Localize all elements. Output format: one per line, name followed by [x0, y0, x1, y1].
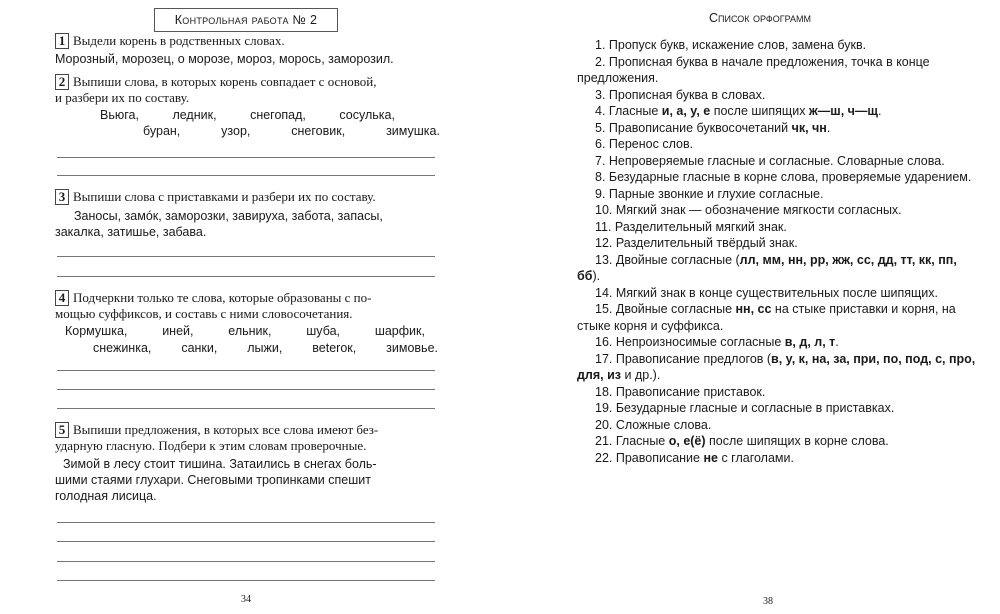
task-3 [55, 189, 440, 240]
word: зимушка. [386, 124, 440, 138]
orthogram-item: 20. Сложные слова. [595, 417, 712, 432]
word: сосулька, [339, 108, 395, 122]
orthogram-item: 9. Парные звонкие и глухие согласные. [595, 186, 824, 201]
orthogram-item: 11. Разделительный мягкий знак. [595, 219, 787, 234]
orthogram-item: 2. Прописная буква в начале предложения, точка в конце предложения. [577, 54, 930, 85]
word: снегопад, [250, 108, 306, 122]
task-words: Заносы, замóк, заморозки, завируха, забота, запасы, [74, 209, 383, 223]
orthogram-item: 6. Перенос слов. [595, 137, 694, 151]
right-page [520, 0, 1000, 614]
left-page [0, 0, 480, 614]
task-instruction-cont: мощью суффиксов, и составь с ними словосочетания. [55, 306, 353, 321]
orthogram-item: 8. Безударные гласные в корне слова, проверяемые ударением. [595, 170, 972, 184]
answer-line[interactable] [57, 522, 435, 523]
word: лыжи, [247, 341, 283, 355]
word: санки, [181, 341, 218, 355]
task-number: 2 [55, 74, 69, 90]
orthogram-item: 3. Прописная буква в словах. [595, 87, 766, 102]
task-text: голодная лисица. [55, 489, 157, 503]
page-number: 38 [763, 596, 773, 607]
word: снеговик, [291, 124, 346, 138]
word: Вьюга, [100, 108, 139, 122]
answer-line[interactable] [57, 256, 435, 257]
word: узор, [221, 124, 251, 138]
answer-line[interactable] [57, 541, 435, 542]
orthogram-item: 7. Непроверяемые гласные и согласные. Словарные слова. [595, 153, 945, 168]
word: зимовье. [386, 341, 438, 355]
page-title: Контрольная работа № 2 [154, 8, 338, 32]
task-instruction-cont: ударную гласную. Подбери к этим словам проверочные. [55, 438, 367, 453]
task-text: Зимой в лесу стоит тишина. Затаились в снегах боль- [63, 457, 377, 471]
word: иней, [162, 324, 194, 338]
page-number: 34 [241, 594, 251, 605]
orthogram-item: 10. Мягкий знак — обозначение мягкости согласных. [595, 203, 902, 217]
task-words: Морозный, морозец, о морозе, мороз, морось, заморозил. [55, 52, 394, 66]
orthogram-item: 13. Двойные согласные (лл, мм, нн, рр, жж, сс, дд, тт, кк, пп, бб). [577, 252, 957, 283]
task-instruction: Подчеркни только те слова, которые образованы с по- [73, 290, 372, 305]
word-row [143, 123, 440, 139]
task-instruction: Выдели корень в родственных словах. [73, 33, 285, 48]
orthogram-item: 16. Непроизносимые согласные в, д, л, т. [595, 335, 839, 349]
task-1 [55, 33, 440, 67]
task-number: 1 [55, 33, 69, 49]
task-instruction-cont: и разбери их по составу. [55, 90, 190, 105]
task-2 [55, 74, 440, 139]
answer-line[interactable] [57, 408, 435, 409]
word-row [65, 323, 425, 339]
orthogram-item: 21. Гласные о, е(ё) после шипящих в корне слова. [595, 434, 889, 448]
orthogram-item: 1. Пропуск букв, искажение слов, замена букв. [595, 38, 867, 52]
word-row [93, 340, 438, 356]
word: веterок, [312, 341, 357, 355]
answer-line[interactable] [57, 370, 435, 371]
task-number: 4 [55, 290, 69, 306]
word: буран, [143, 124, 181, 138]
answer-line[interactable] [57, 157, 435, 158]
task-instruction: Выпиши слова, в которых корень совпадает с основой, [73, 74, 377, 89]
answer-line[interactable] [57, 276, 435, 277]
task-number: 3 [55, 189, 69, 205]
task-words: закалка, затишье, забава. [55, 225, 207, 239]
answer-line[interactable] [57, 561, 435, 562]
orthogram-list [577, 37, 977, 466]
answer-line[interactable] [57, 580, 435, 581]
orthogram-item: 15. Двойные согласные нн, сс на стыке приставки и корня, на стыке корня и суффикса. [577, 302, 956, 333]
orthogram-item: 4. Гласные и, а, у, е после шипящих ж—ш, ч—щ. [595, 104, 882, 118]
orthogram-item: 18. Правописание приставок. [595, 384, 766, 399]
orthogram-item: 22. Правописание не с глаголами. [595, 450, 794, 465]
orthogram-item: 17. Правописание предлогов (в, у, к, на, за, при, по, под, с, про, для, из и др.). [577, 351, 976, 382]
task-instruction: Выпиши предложения, в которых все слова имеют без- [73, 422, 379, 437]
task-4 [55, 290, 440, 356]
task-number: 5 [55, 422, 69, 438]
word: шарфик, [374, 324, 425, 338]
word: ельник, [228, 324, 272, 338]
answer-line[interactable] [57, 175, 435, 176]
word: ледник, [172, 108, 217, 122]
task-instruction: Выпиши слова с приставками и разбери их по составу. [73, 189, 376, 204]
word-row [100, 107, 395, 123]
word: Кормушка, [65, 324, 128, 338]
orthogram-item: 5. Правописание буквосочетаний чк, чн. [595, 120, 831, 135]
orthogram-item: 12. Разделительный твёрдый знак. [595, 236, 798, 250]
list-title: Список орфограмм [709, 11, 811, 25]
answer-line[interactable] [57, 389, 435, 390]
word: шуба, [306, 324, 340, 338]
word: снежинка, [93, 341, 152, 355]
task-5 [55, 422, 440, 504]
task-text: шими стаями глухари. Снеговыми тропинками спешит [55, 473, 371, 487]
orthogram-item: 19. Безударные гласные и согласные в приставках. [595, 401, 895, 415]
orthogram-item: 14. Мягкий знак в конце существительных после шипящих. [595, 285, 939, 300]
